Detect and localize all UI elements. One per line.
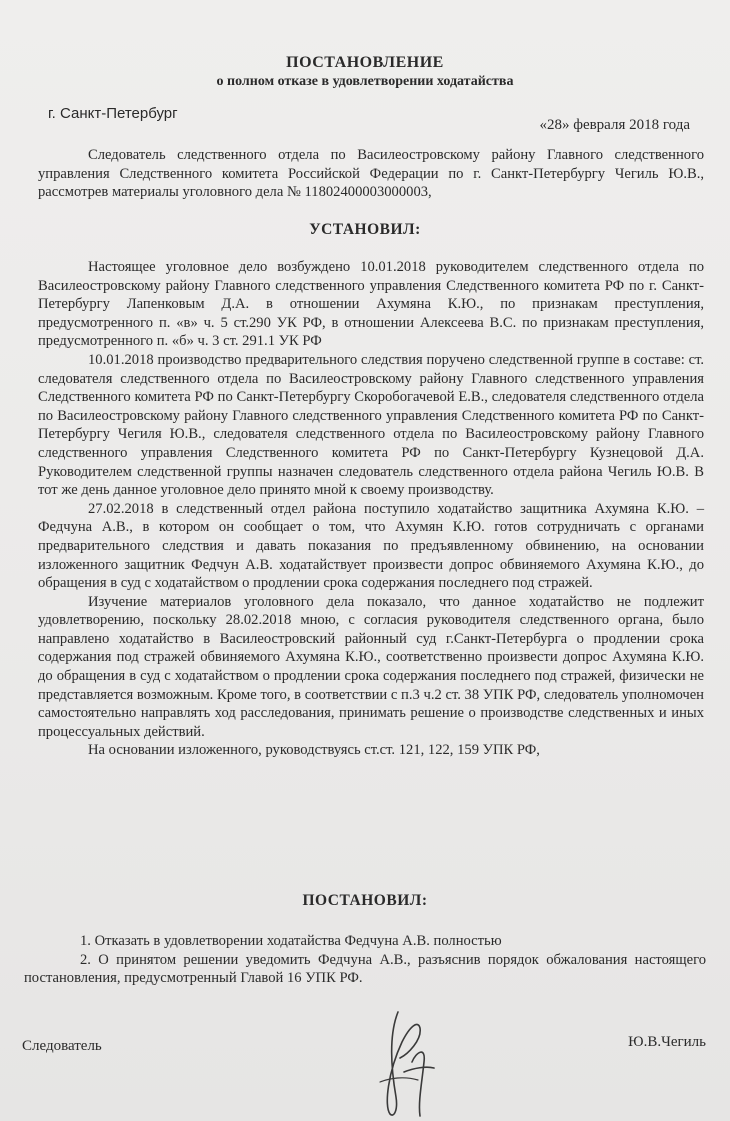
decision-item: 2. О принятом решении уведомить Федчуна А.В., разъяснив порядок обжалования настоящего постановления, предусмотренный Главой 16 УПК РФ. <box>24 951 706 987</box>
paragraph: На основании изложенного, руководствуясь ст.ст. 121, 122, 159 УПК РФ, <box>88 742 540 759</box>
handwritten-signature <box>360 1002 450 1121</box>
document-date: «28» февраля 2018 года <box>539 117 690 133</box>
established-section <box>38 258 704 760</box>
intro-text: Следователь следственного отдела по Василеостровскому району Главного следственного управления Следственного комитета Российской Федерации по г. Санкт-Петербургу Чегиль Ю.В., рассмотрев материалы уголовного дела № 11802400003000003, <box>38 147 704 201</box>
heading-decided: ПОСТАНОВИЛ: <box>302 892 428 909</box>
paragraph: 27.02.2018 в следственный отдел района поступило ходатайство защитника Ахумяна К.Ю. – Федчуна А.В., в котором он сообщает о том, что Ахумян К.Ю. готов сотрудничать с органами предварительного следствия и давать показания по предъявленному обвинению, на основании изложенного защитник Федчун А.В. ходатайствует произвести допрос обвиняемого Ахумяна К.Ю., до обращения в суд с ходатайством о продлении срока содержания последнего под стражей. <box>38 500 704 592</box>
decision-section <box>24 932 706 988</box>
document-subtitle: о полном отказе в удовлетворении ходатайства <box>216 74 514 89</box>
signer-role: Следователь <box>22 1038 102 1054</box>
paragraph: Изучение материалов уголовного дела показало, что данное ходатайство не подлежит удовлетворению, поскольку 28.02.2018 мною, с согласия руководителя следственного органа, было направлено ходатайство в Василеостровский районный суд г.Санкт-Петербурга о продлении срока содержания под стражей обвиняемого Ахумяна К.Ю., соответственно произвести допрос Ахумяна К.Ю. до обращения в суд с ходатайством о продлении срока содержания последнего под стражей, физически не представляется возможным. Кроме того, в соответствии с п.3 ч.2 ст. 38 УПК РФ, следователь уполномочен самостоятельно направлять ход расследования, принимать решение о производстве следственных и иных процессуальных действий. <box>38 593 704 740</box>
intro-paragraph <box>38 146 704 202</box>
signer-name: Ю.В.Чегиль <box>628 1034 706 1050</box>
document-title: ПОСТАНОВЛЕНИЕ <box>286 54 444 71</box>
heading-established: УСТАНОВИЛ: <box>309 221 421 238</box>
document-city: г. Санкт-Петербург <box>48 105 178 122</box>
paragraph: 10.01.2018 производство предварительного следствия поручено следственной группе в составе: ст. следователя следственного отдела по Василеостровскому району Главного следственного управления Следственного комитета РФ по Санкт-Петербургу Скоробогачевой Е.В., следователя следственного отдела по Василеостровскому району Главного следственного управления Следственного комитета РФ по Санкт-Петербургу Чегиля Ю.В., следователя следственного отдела по Василеостровскому району Главного следственного управления Следственного комитета РФ по Санкт-Петербургу Кузнецовой Д.А. Руководителем следственной группы назначен следователь следственного отдела района Чегиль Ю.В. В тот же день данное уголовное дело принято мной к своему производству. <box>38 351 704 499</box>
paragraph: Настоящее уголовное дело возбуждено 10.01.2018 руководителем следственного отдела по Василеостровскому району Главного следственного управления Следственного комитета РФ по г. Санкт-Петербургу Лапенковым Д.А. в отношении Ахумяна К.Ю., по признакам преступления, предусмотренного п. «в» ч. 5 ст.290 УК РФ, в отношении Алексеева В.С. по признакам преступления, предусмотренного п. «б» ч. 3 ст. 291.1 УК РФ <box>38 259 704 350</box>
decision-item: 1. Отказать в удовлетворении ходатайства Федчуна А.В. полностью <box>80 933 502 949</box>
